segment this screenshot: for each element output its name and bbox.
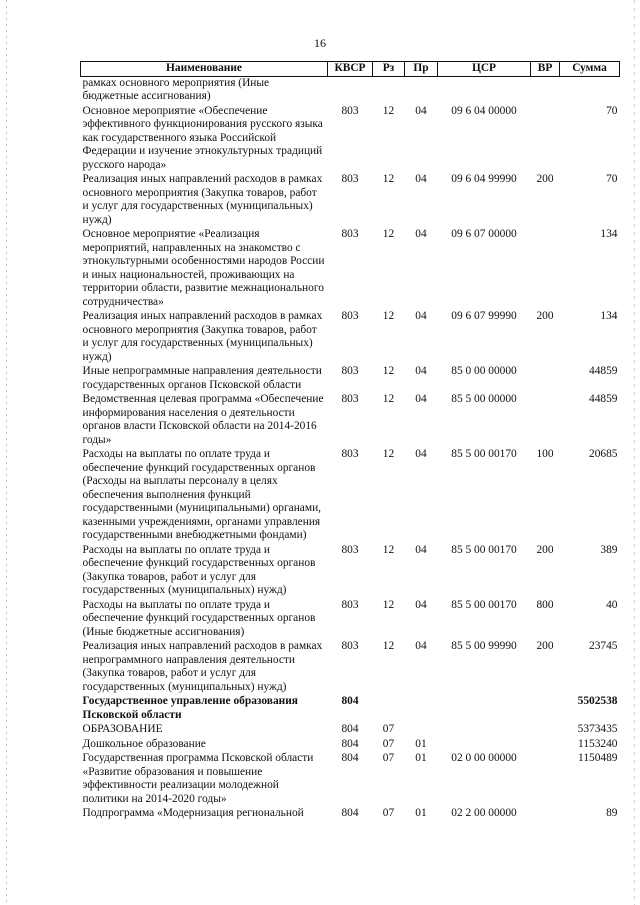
cell-csr: 02 0 00 00000 bbox=[451, 752, 517, 764]
cell-sum: 1150489 bbox=[578, 752, 618, 764]
cell-rz: 12 bbox=[382, 104, 395, 117]
cell-pr: 04 bbox=[415, 228, 427, 240]
cell-rz: 12 bbox=[382, 173, 395, 185]
cell-rz: 12 bbox=[382, 393, 395, 405]
cell-kvsr: 804 bbox=[341, 752, 359, 764]
cell-sum: 389 bbox=[600, 543, 618, 556]
cell-rz bbox=[373, 76, 405, 105]
cell-name: ОБРАЗОВАНИЕ bbox=[82, 723, 163, 735]
cell-name: Расходы на выплаты по оплате труда и обеспечение функций государственных органов (Закупка товаров, работ и услуг для государственных (муниципальных) нужд) bbox=[82, 543, 316, 596]
cell-pr: 04 bbox=[415, 543, 427, 556]
cell-vr: 200 bbox=[536, 640, 554, 652]
cell-rz: 12 bbox=[382, 365, 395, 377]
cell-sum bbox=[560, 76, 620, 105]
cell-kvsr: 803 bbox=[341, 598, 359, 611]
cell-pr: 04 bbox=[415, 640, 427, 652]
cell-kvsr: 803 bbox=[341, 365, 359, 377]
cell-rz: 07 bbox=[382, 807, 395, 819]
cell-vr: 200 bbox=[536, 543, 554, 556]
cell-sum: 20685 bbox=[589, 448, 618, 460]
cell-rz: 12 bbox=[382, 640, 395, 652]
cell-sum: 44859 bbox=[589, 365, 618, 377]
table-row bbox=[81, 76, 620, 105]
cell-csr: 85 5 00 00170 bbox=[451, 598, 517, 611]
cell-csr bbox=[438, 695, 531, 723]
cell-name: Реализация иных направлений расходов в рамках основного мероприятия (Закупка товаров, работ и услуг для государственных (муниципальных) нужд) bbox=[82, 173, 323, 226]
table-row bbox=[81, 448, 620, 544]
cell-kvsr: 803 bbox=[341, 640, 359, 652]
cell-vr: 200 bbox=[536, 173, 554, 185]
cell-csr: 85 5 00 00170 bbox=[451, 448, 517, 460]
cell-name: Реализация иных направлений расходов в рамках непрограммного направления деятельности (Закупка товаров, работ и услуг для государственных (муниципальных) нужд) bbox=[82, 640, 323, 693]
table-row bbox=[81, 723, 620, 738]
cell-csr bbox=[438, 738, 531, 753]
cell-rz: 12 bbox=[382, 598, 395, 611]
cell-pr: 01 bbox=[415, 807, 427, 819]
cell-csr: 09 6 04 00000 bbox=[451, 104, 517, 117]
cell-pr: 04 bbox=[415, 365, 427, 377]
cell-vr bbox=[531, 738, 560, 753]
cell-sum: 5373435 bbox=[577, 723, 618, 735]
cell-pr bbox=[405, 723, 438, 738]
cell-kvsr: 803 bbox=[341, 310, 359, 322]
cell-vr bbox=[531, 393, 560, 448]
cell-pr: 04 bbox=[415, 393, 427, 405]
cell-csr: 09 6 07 99990 bbox=[451, 310, 517, 322]
cell-sum: 1153240 bbox=[578, 737, 618, 750]
cell-vr: 800 bbox=[536, 598, 554, 611]
cell-rz: 12 bbox=[382, 543, 395, 556]
page-number: 16 bbox=[314, 36, 326, 50]
cell-pr: 01 bbox=[415, 737, 427, 750]
table-row bbox=[81, 738, 620, 753]
cell-kvsr: 804 bbox=[341, 737, 359, 750]
cell-name: Основное мероприятие «Реализация мероприятий, направленных на знакомство с этнокультурными особенностями народов России и иных национальностей, проживающих на территории области, развитие межнационального сотрудничества» bbox=[82, 228, 325, 308]
header-pr: Пр bbox=[405, 62, 438, 77]
table-row bbox=[81, 173, 620, 228]
cell-name: Иные непрограммные направления деятельности государственных органов Псковской области bbox=[82, 365, 322, 391]
cell-vr bbox=[531, 105, 560, 174]
header-rz: Рз bbox=[373, 62, 405, 77]
header-kvsr: КВСР bbox=[328, 62, 373, 77]
table-row bbox=[81, 105, 620, 174]
cell-kvsr: 804 bbox=[341, 695, 359, 707]
header-vr: ВР bbox=[531, 62, 560, 77]
table-row bbox=[81, 310, 620, 365]
cell-vr bbox=[531, 752, 560, 807]
table-header-row bbox=[81, 62, 620, 77]
cell-csr: 85 5 00 00170 bbox=[451, 543, 517, 556]
cell-pr: 04 bbox=[415, 173, 427, 185]
cell-rz: 07 bbox=[382, 723, 395, 735]
cell-kvsr: 803 bbox=[341, 104, 359, 117]
cell-name: Основное мероприятие «Обеспечение эффективного функционирования русского языка как государственного языка Российской Федерации и изучение этнокультурных традиций русского народа» bbox=[82, 104, 323, 171]
cell-kvsr: 803 bbox=[341, 173, 359, 185]
cell-kvsr: 804 bbox=[341, 723, 359, 735]
cell-rz: 12 bbox=[382, 448, 395, 460]
cell-pr: 04 bbox=[415, 310, 427, 322]
table-row bbox=[81, 752, 620, 807]
cell-sum: 89 bbox=[606, 807, 618, 819]
cell-vr bbox=[531, 365, 560, 393]
header-csr: ЦСР bbox=[438, 62, 531, 77]
cell-pr bbox=[405, 76, 438, 105]
table-body bbox=[81, 76, 620, 822]
cell-vr bbox=[531, 723, 560, 738]
cell-name: Государственное управление образования Псковской области bbox=[82, 695, 298, 721]
cell-kvsr: 803 bbox=[341, 448, 359, 460]
cell-csr: 85 0 00 00000 bbox=[451, 365, 517, 377]
cell-vr bbox=[531, 807, 560, 822]
cell-csr: 09 6 04 99990 bbox=[451, 173, 517, 185]
cell-pr: 01 bbox=[415, 752, 427, 764]
table-row bbox=[81, 228, 620, 310]
cell-sum: 44859 bbox=[589, 393, 618, 405]
cell-kvsr: 803 bbox=[341, 393, 359, 405]
cell-sum: 134 bbox=[600, 310, 618, 322]
cell-rz bbox=[373, 695, 405, 723]
cell-sum: 23745 bbox=[589, 640, 618, 652]
cell-csr: 85 5 00 00000 bbox=[451, 393, 517, 405]
scan-edge-right bbox=[634, 0, 635, 905]
cell-pr: 04 bbox=[415, 598, 427, 611]
cell-rz: 12 bbox=[382, 228, 395, 240]
cell-sum: 70 bbox=[606, 104, 618, 117]
cell-name: Подпрограмма «Модернизация региональной bbox=[82, 807, 304, 819]
header-sum: Сумма bbox=[560, 62, 620, 77]
cell-vr bbox=[531, 695, 560, 723]
cell-name: Расходы на выплаты по оплате труда и обеспечение функций государственных органов (Иные бюджетные ассигнования) bbox=[82, 598, 316, 638]
cell-vr: 100 bbox=[536, 448, 554, 460]
cell-name: Дошкольное образование bbox=[82, 737, 206, 750]
table-row bbox=[81, 695, 620, 723]
cell-name: Ведомственная целевая программа «Обеспечение информирования населения о деятельности органов власти Псковской области на 2014-2016 годы» bbox=[82, 393, 324, 446]
cell-name: Расходы на выплаты по оплате труда и обеспечение функций государственных органов (Расходы на выплаты персоналу в целях обеспечения выполнения функций государственными (муниципальными) органами, казенными учреждениями, органами управления государственными внебюджетными фондами) bbox=[82, 448, 322, 541]
cell-sum: 134 bbox=[600, 228, 618, 240]
cell-kvsr bbox=[328, 76, 373, 105]
cell-sum: 5502538 bbox=[577, 695, 618, 707]
table-row bbox=[81, 599, 620, 641]
table-row bbox=[81, 393, 620, 448]
cell-vr bbox=[531, 76, 560, 105]
cell-vr: 200 bbox=[536, 310, 554, 322]
cell-name: Государственная программа Псковской области «Развитие образования и повышение эффективности реализации молодежной политики на 2014-2020 годы» bbox=[82, 752, 314, 805]
cell-pr bbox=[405, 695, 438, 723]
cell-pr: 04 bbox=[415, 448, 427, 460]
cell-rz: 07 bbox=[382, 737, 395, 750]
cell-sum: 70 bbox=[606, 173, 618, 185]
scan-edge-left bbox=[6, 0, 7, 905]
table-row bbox=[81, 640, 620, 695]
table-row bbox=[81, 544, 620, 599]
cell-kvsr: 803 bbox=[341, 228, 359, 240]
cell-vr bbox=[531, 228, 560, 310]
cell-csr: 02 2 00 00000 bbox=[451, 807, 517, 819]
cell-csr: 85 5 00 99990 bbox=[451, 640, 517, 652]
cell-rz: 12 bbox=[382, 310, 395, 322]
cell-name: рамках основного мероприятия (Иные бюджетные ассигнования) bbox=[82, 76, 270, 102]
table-row bbox=[81, 365, 620, 393]
cell-csr: 09 6 07 00000 bbox=[451, 228, 517, 240]
cell-name: Реализация иных направлений расходов в рамках основного мероприятия (Закупка товаров, работ и услуг для государственных (муниципальных) нужд) bbox=[82, 310, 323, 363]
cell-csr bbox=[438, 723, 531, 738]
header-name: Наименование bbox=[81, 62, 328, 77]
cell-kvsr: 803 bbox=[341, 543, 359, 556]
cell-rz: 07 bbox=[382, 752, 395, 764]
cell-pr: 04 bbox=[415, 104, 427, 117]
cell-csr bbox=[438, 76, 531, 105]
table-row bbox=[81, 807, 620, 822]
budget-table bbox=[80, 61, 620, 822]
cell-kvsr: 804 bbox=[341, 807, 359, 819]
cell-sum: 40 bbox=[606, 598, 618, 611]
